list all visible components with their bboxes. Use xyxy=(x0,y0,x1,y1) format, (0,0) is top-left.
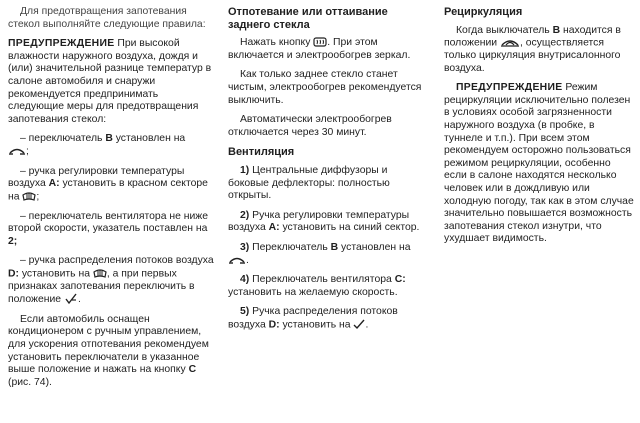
recirculation-off-icon xyxy=(228,255,246,265)
step-bold: C: xyxy=(394,274,406,286)
item-text: , а при первых признаках запотевания переключить в положение xyxy=(8,268,195,306)
para-text: Когда выключатель xyxy=(456,24,553,36)
heading-ventilation: Вентиляция xyxy=(228,146,295,159)
intro-text: Для предотвращения запотевания стекол выполняйте следующие правила: xyxy=(8,6,206,30)
item-bold: A: xyxy=(48,178,60,190)
item-text: – ручка регулировки температуры воздуха xyxy=(8,165,185,190)
recirculation-paragraph xyxy=(444,25,634,76)
step-text: Ручка распределения потоков воздуха xyxy=(228,306,398,331)
step-end: . xyxy=(246,254,249,266)
step-number: 4) xyxy=(240,274,250,286)
heading-recirculation: Рециркуляция xyxy=(444,6,523,18)
recirculation-warning xyxy=(444,82,634,246)
outro-paragraph xyxy=(8,314,214,390)
item-text: – переключатель вентилятора не ниже второй скорости, указатель поставлен на xyxy=(8,210,209,235)
face-vent-mode-icon xyxy=(353,319,365,330)
para-text: . При этом включается и электрообогрев зеркал. xyxy=(228,37,411,61)
defrost-mode-icon xyxy=(93,268,107,279)
step-number: 1) xyxy=(240,164,250,176)
windshield-defrost-icon xyxy=(22,191,36,202)
para-text: , осуществляется только циркуляция внутрисалонного воздуха. xyxy=(444,37,621,74)
step-text: установлен на xyxy=(338,241,411,253)
list-item-airflow xyxy=(8,255,214,306)
step-bold: B xyxy=(330,241,339,253)
warning-paragraph xyxy=(8,38,214,126)
semicolon: ; xyxy=(26,145,29,157)
heading-rear-window: Отпотевание или оттаивание заднего стекла xyxy=(228,6,388,31)
step-text: Ручка регулировки температуры воздуха xyxy=(228,209,410,234)
ventilation-step-2 xyxy=(228,210,424,235)
item-text: установить на xyxy=(18,268,93,280)
column-middle xyxy=(228,6,424,339)
step-end: . xyxy=(365,319,369,331)
list-item-fan-speed xyxy=(8,211,214,249)
item-text: установить в красном секторе на xyxy=(8,178,208,202)
warning-text: При высокой влажности наружного воздуха, дождя и (или) значительной разнице температур в салоне автомобиля и снаружи рекомендуется предпринимать следующие меры для предотвращения запотевания стекол: xyxy=(8,38,212,125)
step-number: 5) xyxy=(240,306,250,318)
item-end: . xyxy=(77,294,81,306)
ventilation-step-1 xyxy=(228,165,424,203)
feet-windshield-mode-icon xyxy=(64,293,78,305)
item-bold: B xyxy=(105,133,113,145)
warning-title: ПРЕДУПРЕЖДЕНИЕ xyxy=(8,38,115,50)
step-text: Переключатель xyxy=(249,241,331,253)
ventilation-step-4 xyxy=(228,274,424,299)
step-text: установить на желаемую скорость. xyxy=(228,286,398,298)
ventilation-step-5 xyxy=(228,306,424,331)
step-number: 3) xyxy=(240,241,250,253)
step-text: Центральные диффузоры и боковые дефлекторы: полностью открыты. xyxy=(228,164,390,202)
warning-title: ПРЕДУПРЕЖДЕНИЕ xyxy=(456,82,563,94)
step-text: Переключатель вентилятора xyxy=(249,274,395,286)
column-right xyxy=(444,6,634,253)
step-text: установить на синий сектор. xyxy=(279,222,420,234)
outro-bold: C xyxy=(188,364,197,376)
item-text: – ручка распределения потоков воздуха xyxy=(20,255,214,267)
step-number: 2) xyxy=(240,209,250,221)
step-bold: A: xyxy=(268,222,280,234)
rear-defrost-icon xyxy=(313,37,327,47)
warning-text: Режим рециркуляции исключительно полезен в условиях особой загрязненности наружного воздуха (в пробке, в туннеле и т.п.). При всем этом рекомендуем осторожно пользоваться режимом рециркуляции, особенно если в салоне находятся несколько человек или в дождливую или холодную погоду, так как в этом случае значительно повышается возможность запотевания стекол изнутри, что ухудшает видимость. xyxy=(444,82,634,245)
list-item-temperature xyxy=(8,166,214,204)
recirculation-on-icon xyxy=(500,37,520,48)
step-bold: D: xyxy=(268,319,280,331)
item-text: установлен на xyxy=(112,133,186,145)
ventilation-step-3 xyxy=(228,242,424,267)
outro-text: Если автомобиль оснащен кондиционером с ручным управлением, для ускорения отпотевания рекомендуем установить переключатели в указанное выше положение и нажать на кнопку xyxy=(8,313,209,376)
step-text: установить на xyxy=(279,319,354,331)
list-item-switch-b xyxy=(8,133,214,158)
recirculation-off-icon xyxy=(8,146,26,156)
para-text: находится в положении xyxy=(444,24,621,49)
item-text: – переключатель xyxy=(20,133,106,145)
rear-window-paragraph-3: Автоматически электрообогрев отключается через 30 минут. xyxy=(228,114,392,138)
column-left xyxy=(8,6,214,396)
rear-window-paragraph-2: Как только заднее стекло станет чистым, электрообогрев рекомендуется выключить. xyxy=(228,69,422,106)
outro-text: (рис. 74). xyxy=(8,376,52,388)
para-bold: B xyxy=(552,24,561,36)
item-bold: D: xyxy=(8,268,19,280)
item-bold: 2; xyxy=(8,235,18,247)
item-end: ; xyxy=(36,190,40,202)
rear-window-paragraph-1 xyxy=(228,37,424,62)
para-text: Нажать кнопку xyxy=(240,37,314,49)
